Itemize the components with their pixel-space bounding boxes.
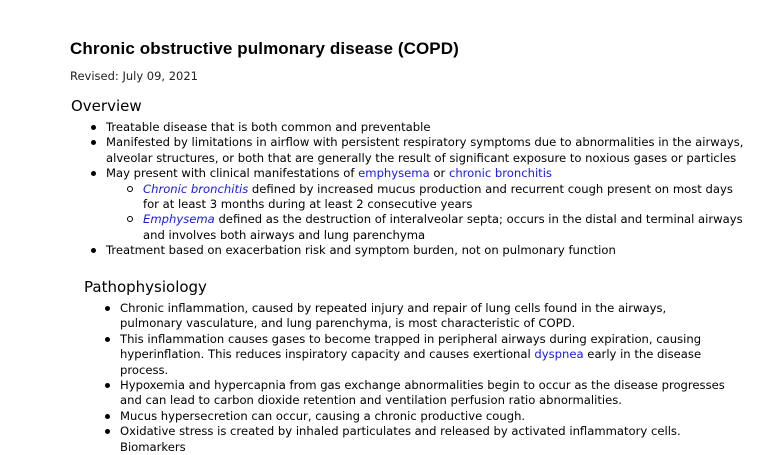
sub-list xyxy=(143,182,746,244)
sub-list-item-text: defined as the destruction of interalveolar septa; occurs in the distal and terminal airways and involves both airways and lung parenchyma xyxy=(143,212,743,242)
list-item xyxy=(106,166,746,243)
list-item-text: or xyxy=(429,166,449,181)
chronic-bronchitis-link[interactable]: chronic bronchitis xyxy=(448,166,552,181)
emphysema-term-link[interactable]: Emphysema xyxy=(143,212,215,227)
list-item xyxy=(106,135,746,166)
overview-heading: Overview xyxy=(71,97,142,115)
dyspnea-link[interactable]: dyspnea xyxy=(534,347,584,362)
sub-list-item xyxy=(143,182,746,213)
list-item-text: Hypoxemia and hypercapnia from gas exchange abnormalities begin to occur as the disease progresses and can lead to carbon dioxide retention and ventilation perfusion ratio abnormalities. xyxy=(120,378,725,408)
overview-list xyxy=(106,120,746,259)
sub-list-item xyxy=(143,212,746,243)
list-item-text: Chronic inflammation, caused by repeated injury and repair of lung cells found in the airways, pulmonary vasculature, and lung parenchyma, is most characteristic of COPD. xyxy=(120,301,667,331)
list-item xyxy=(120,301,730,332)
list-item xyxy=(120,332,730,378)
list-item xyxy=(120,424,730,455)
list-item-text: Mucus hypersecretion can occur, causing a chronic productive cough. xyxy=(120,408,526,423)
list-item-text: early in the disease process. xyxy=(120,347,702,377)
sub-list-item-text: defined by increased mucus production and recurrent cough present on most days for at least 3 months during at least 2 consecutive years xyxy=(143,181,733,212)
list-item-text: Oxidative stress is created by inhaled particulates and released by activated inflammatory cells. Biomarkers xyxy=(120,424,681,454)
list-item xyxy=(106,243,746,258)
list-item xyxy=(106,120,746,135)
emphysema-link[interactable]: emphysema xyxy=(358,166,430,181)
list-item-text: This inflammation causes gases to become trapped in peripheral airways during expiration, causing hyperinflation. This reduces inspiratory capacity and causes exertional xyxy=(120,331,702,362)
list-item xyxy=(120,409,730,424)
list-item-text: Treatment based on exacerbation risk and symptom burden, not on pulmonary function xyxy=(106,243,616,258)
document-title: Chronic obstructive pulmonary disease (COPD) xyxy=(70,39,459,58)
pathophysiology-list xyxy=(120,301,730,455)
chronic-bronchitis-term-link[interactable]: Chronic bronchitis xyxy=(143,181,249,196)
list-item-text: Treatable disease that is both common and preventable xyxy=(106,120,431,134)
list-item-text: Manifested by limitations in airflow with persistent respiratory symptoms due to abnormalities in the airways, alveolar structures, or both that are generally the result of significant exposure to noxious gases or particles xyxy=(106,135,744,165)
list-item-text: May present with clinical manifestations of xyxy=(106,166,359,181)
pathophysiology-heading: Pathophysiology xyxy=(84,278,207,296)
list-item xyxy=(120,378,730,409)
revised-date: Revised: July 09, 2021 xyxy=(70,69,198,83)
